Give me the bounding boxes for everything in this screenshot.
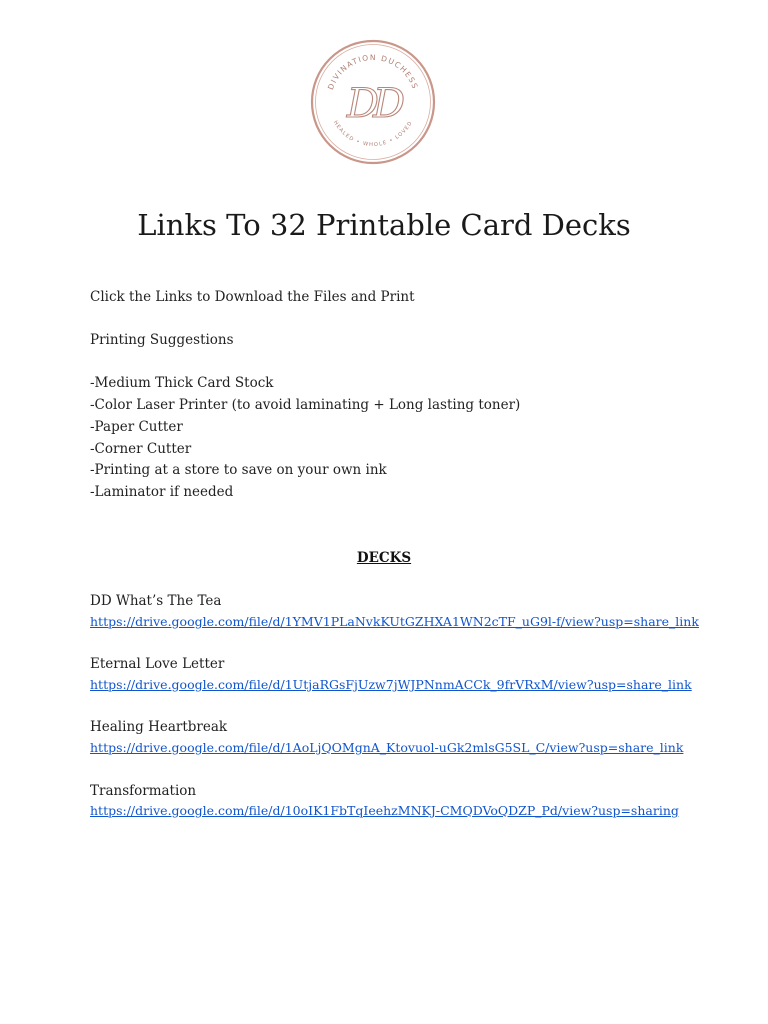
divination-duchess-logo: [309, 38, 437, 166]
decks-heading: DECKS: [356, 550, 412, 566]
logo-seal-icon: [309, 38, 437, 166]
printing-item: -Laminator if needed: [90, 484, 234, 500]
printing-item: -Printing at a store to save on your own ink: [90, 462, 387, 478]
deck-name: Healing Heartbreak: [90, 719, 228, 735]
deck-link[interactable]: https://drive.google.com/file/d/1AoLjQOMgnA_Ktovuol-uGk2mlsG5SL_C/view?usp=share_link: [90, 740, 684, 755]
printing-item: -Color Laser Printer (to avoid laminating + Long lasting toner): [90, 397, 521, 413]
printing-item: -Paper Cutter: [90, 419, 183, 435]
svg-text:DIVINATION DUCHESS: DIVINATION DUCHESS: [326, 52, 420, 91]
printing-item: -Medium Thick Card Stock: [90, 375, 274, 391]
svg-text:DD: DD: [346, 81, 400, 127]
deck-name: Transformation: [90, 783, 197, 799]
page-title: Links To 32 Printable Card Decks: [137, 208, 631, 242]
printing-item: -Corner Cutter: [90, 441, 192, 457]
printing-suggestions-heading: Printing Suggestions: [90, 332, 234, 348]
deck-link[interactable]: https://drive.google.com/file/d/1YMV1PLaNvkKUtGZHXA1WN2cTF_uG9l-f/view?usp=share_link: [90, 614, 699, 629]
deck-name: Eternal Love Letter: [90, 656, 225, 672]
deck-name: DD What’s The Tea: [90, 593, 222, 609]
svg-text:HEALED • WHOLE • LOVED: HEALED • WHOLE • LOVED: [331, 119, 415, 149]
intro-text: Click the Links to Download the Files and Print: [90, 289, 415, 305]
deck-link[interactable]: https://drive.google.com/file/d/1UtjaRGsFjUzw7jWJPNnmACCk_9frVRxM/view?usp=share_link: [90, 677, 692, 692]
deck-link[interactable]: https://drive.google.com/file/d/10oIK1FbTqIeehzMNKJ-CMQDVoQDZP_Pd/view?usp=sharing: [90, 803, 679, 818]
